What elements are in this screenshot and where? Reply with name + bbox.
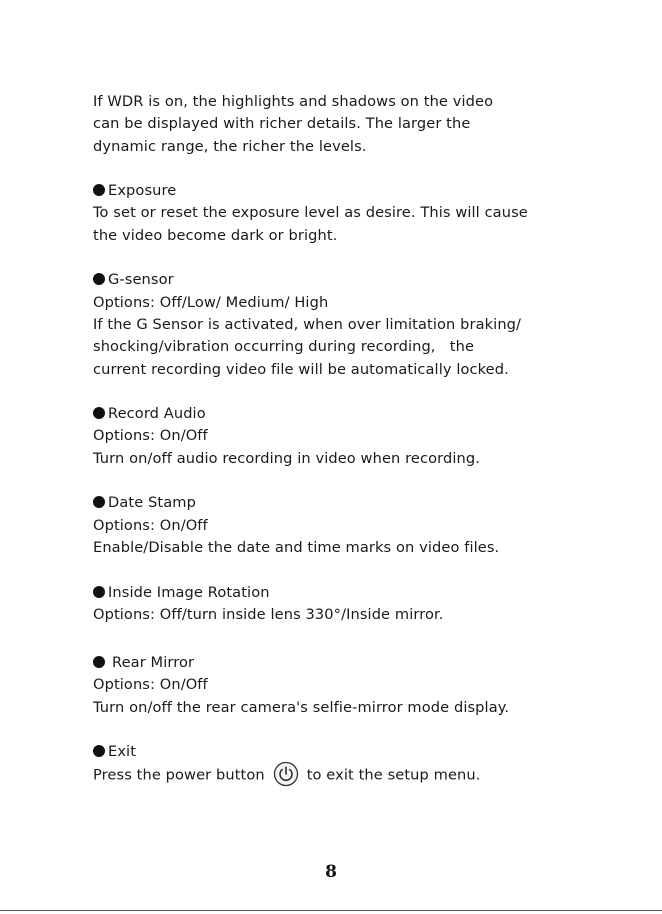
rear-mirror-line-1: Options: On/Off — [93, 676, 208, 694]
intro-line-3: dynamic range, the richer the levels. — [93, 137, 367, 155]
gsensor-line-1: Options: Off/Low/ Medium/ High — [93, 293, 329, 311]
intro-line-2: can be displayed with richer details. The larger the — [93, 115, 471, 133]
gsensor-line-3: shocking/vibration occurring during recording, the — [93, 338, 475, 356]
bullet-icon — [93, 496, 105, 508]
bullet-icon — [93, 656, 105, 668]
bullet-icon — [93, 407, 105, 419]
record-audio-heading: Record Audio — [93, 403, 613, 425]
gsensor-line-4: current recording video file will be automatically locked. — [93, 360, 509, 378]
date-stamp-line-1: Options: On/Off — [93, 516, 208, 534]
exit-heading: Exit — [93, 741, 613, 763]
exposure-line-2: the video become dark or bright. — [93, 226, 338, 244]
exit-text-after: to exit the setup menu. — [306, 766, 481, 784]
exposure-line-1: To set or reset the exposure level as desire. This will cause — [93, 204, 528, 222]
date-stamp-line-2: Enable/Disable the date and time marks on video files. — [93, 538, 500, 556]
record-audio-line-2: Turn on/off audio recording in video when recording. — [93, 449, 480, 467]
record-audio-line-1: Options: On/Off — [93, 427, 208, 445]
inside-rotation-heading: Inside Image Rotation — [93, 582, 613, 604]
rear-mirror-line-2: Turn on/off the rear camera's selfie-mirror mode display. — [93, 698, 510, 716]
page-bottom-rule — [0, 910, 662, 911]
intro-line-1: If WDR is on, the highlights and shadows on the video — [93, 93, 494, 110]
bullet-icon — [93, 745, 105, 757]
inside-rotation-line-1: Options: Off/turn inside lens 330°/Inside mirror. — [93, 605, 444, 623]
bullet-icon — [93, 184, 105, 196]
rear-mirror-heading: Rear Mirror — [93, 652, 613, 674]
bullet-icon — [93, 273, 105, 285]
gsensor-heading: G-sensor — [93, 269, 613, 291]
gsensor-line-2: If the G Sensor is activated, when over limitation braking/ — [93, 315, 522, 333]
power-button-icon — [273, 761, 299, 787]
manual-content — [93, 91, 613, 787]
page-number: 8 — [325, 862, 337, 882]
exit-line — [93, 764, 613, 787]
date-stamp-heading: Date Stamp — [93, 492, 613, 514]
exit-text-before: Press the power button — [93, 766, 265, 784]
bullet-icon — [93, 586, 105, 598]
exposure-heading: Exposure — [93, 180, 613, 202]
